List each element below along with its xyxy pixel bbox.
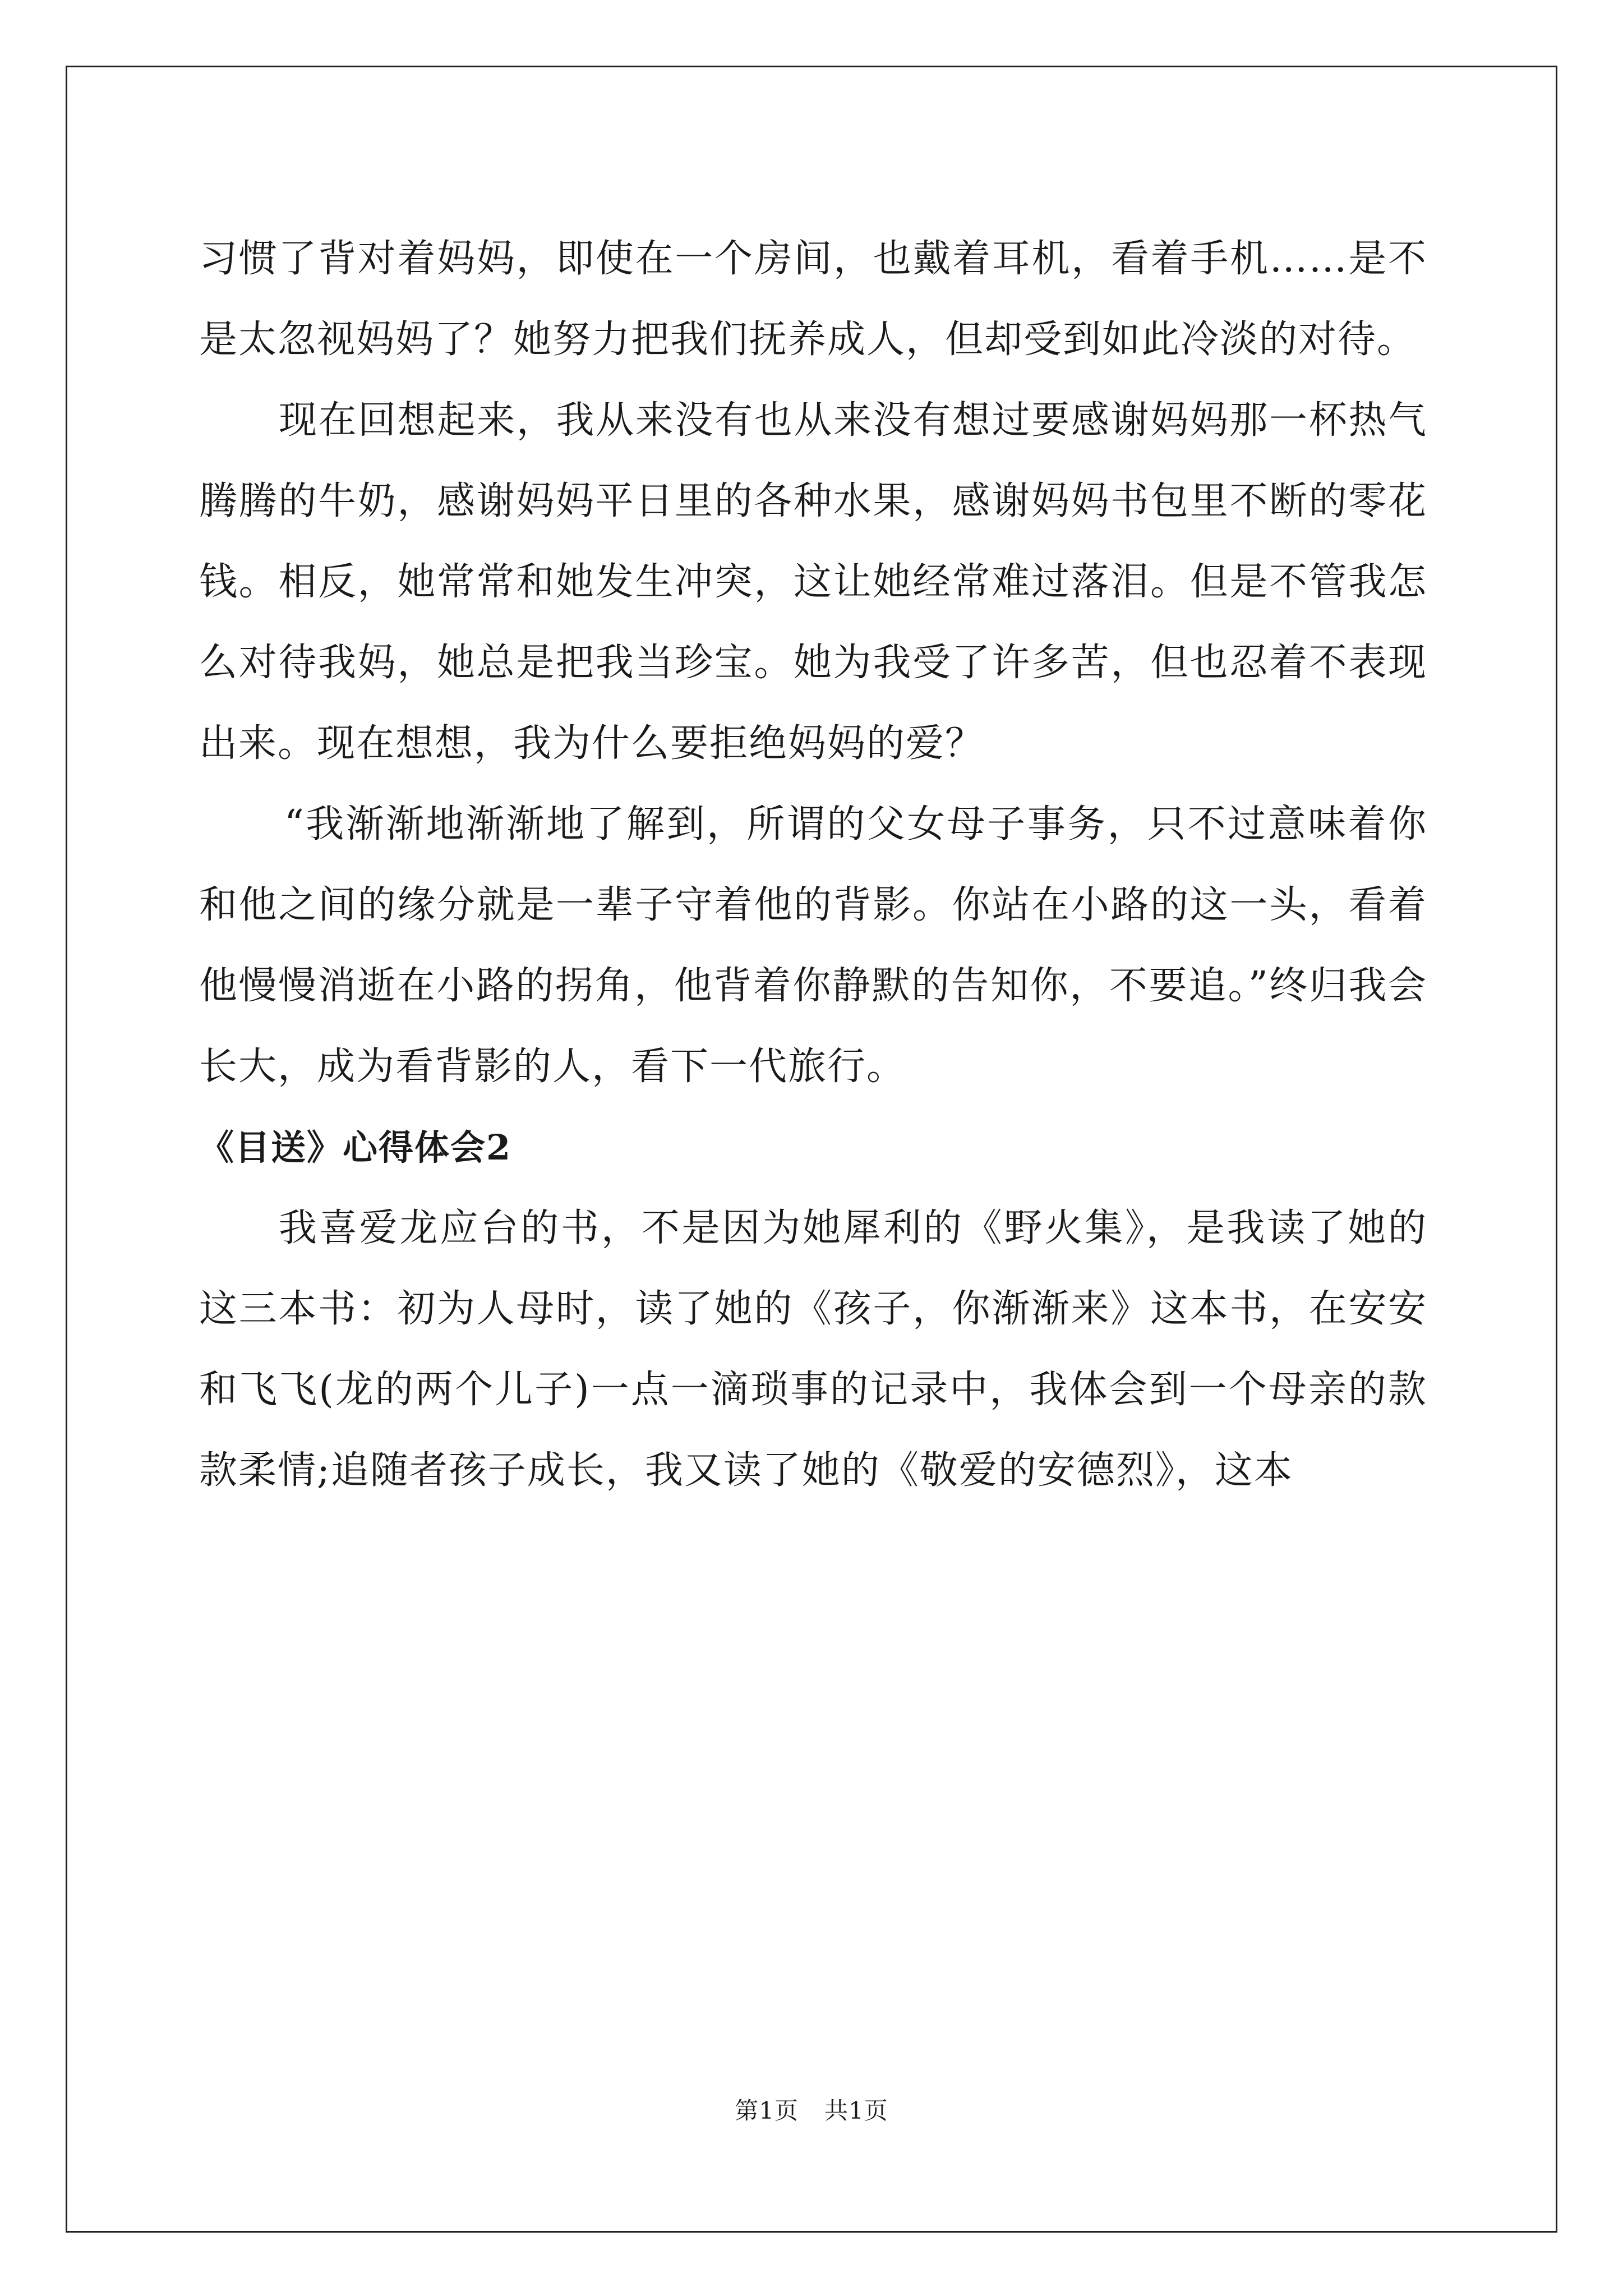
page-number: 第1页 bbox=[735, 2097, 799, 2124]
section-heading: 《目送》心得体会2 bbox=[199, 1127, 512, 1168]
quote-paragraph: “我渐渐地渐渐地了解到，所谓的父女母子事务，只不过意味着你和他之间的缘分就是一辈子守着他的背影。你站在小路的这一头，看着他慢慢消逝在小路的拐角，他背着你静默的告知你，不要追。”终归我会长大，成为看背影的人，看下一代旅行。 bbox=[199, 802, 1427, 1089]
body-paragraph: 习惯了背对着妈妈，即使在一个房间，也戴着耳机，看着手机……是不是太忽视妈妈了？她努力把我们抚养成人，但却受到如此冷淡的对待。 bbox=[199, 237, 1427, 362]
page-footer bbox=[0, 2094, 1623, 2128]
document-body bbox=[199, 219, 1427, 1511]
body-paragraph: 现在回想起来，我从来没有也从来没有想过要感谢妈妈那一杯热气腾腾的牛奶，感谢妈妈平日里的各种水果，感谢妈妈书包里不断的零花钱。相反，她常常和她发生冲突，这让她经常难过落泪。但是不管我怎么对待我妈，她总是把我当珍宝。她为我受了许多苦，但也忍着不表现出来。现在想想，我为什么要拒绝妈妈的爱？ bbox=[199, 398, 1427, 766]
page-total: 共1页 bbox=[824, 2097, 888, 2124]
body-paragraph: 我喜爱龙应台的书，不是因为她犀利的《野火集》，是我读了她的这三本书：初为人母时，读了她的《孩子，你渐渐来》这本书，在安安和飞飞(龙的两个儿子)一点一滴琐事的记录中，我体会到一个母亲的款款柔情;追随者孩子成长，我又读了她的《敬爱的安德烈》，这本 bbox=[199, 1206, 1427, 1493]
